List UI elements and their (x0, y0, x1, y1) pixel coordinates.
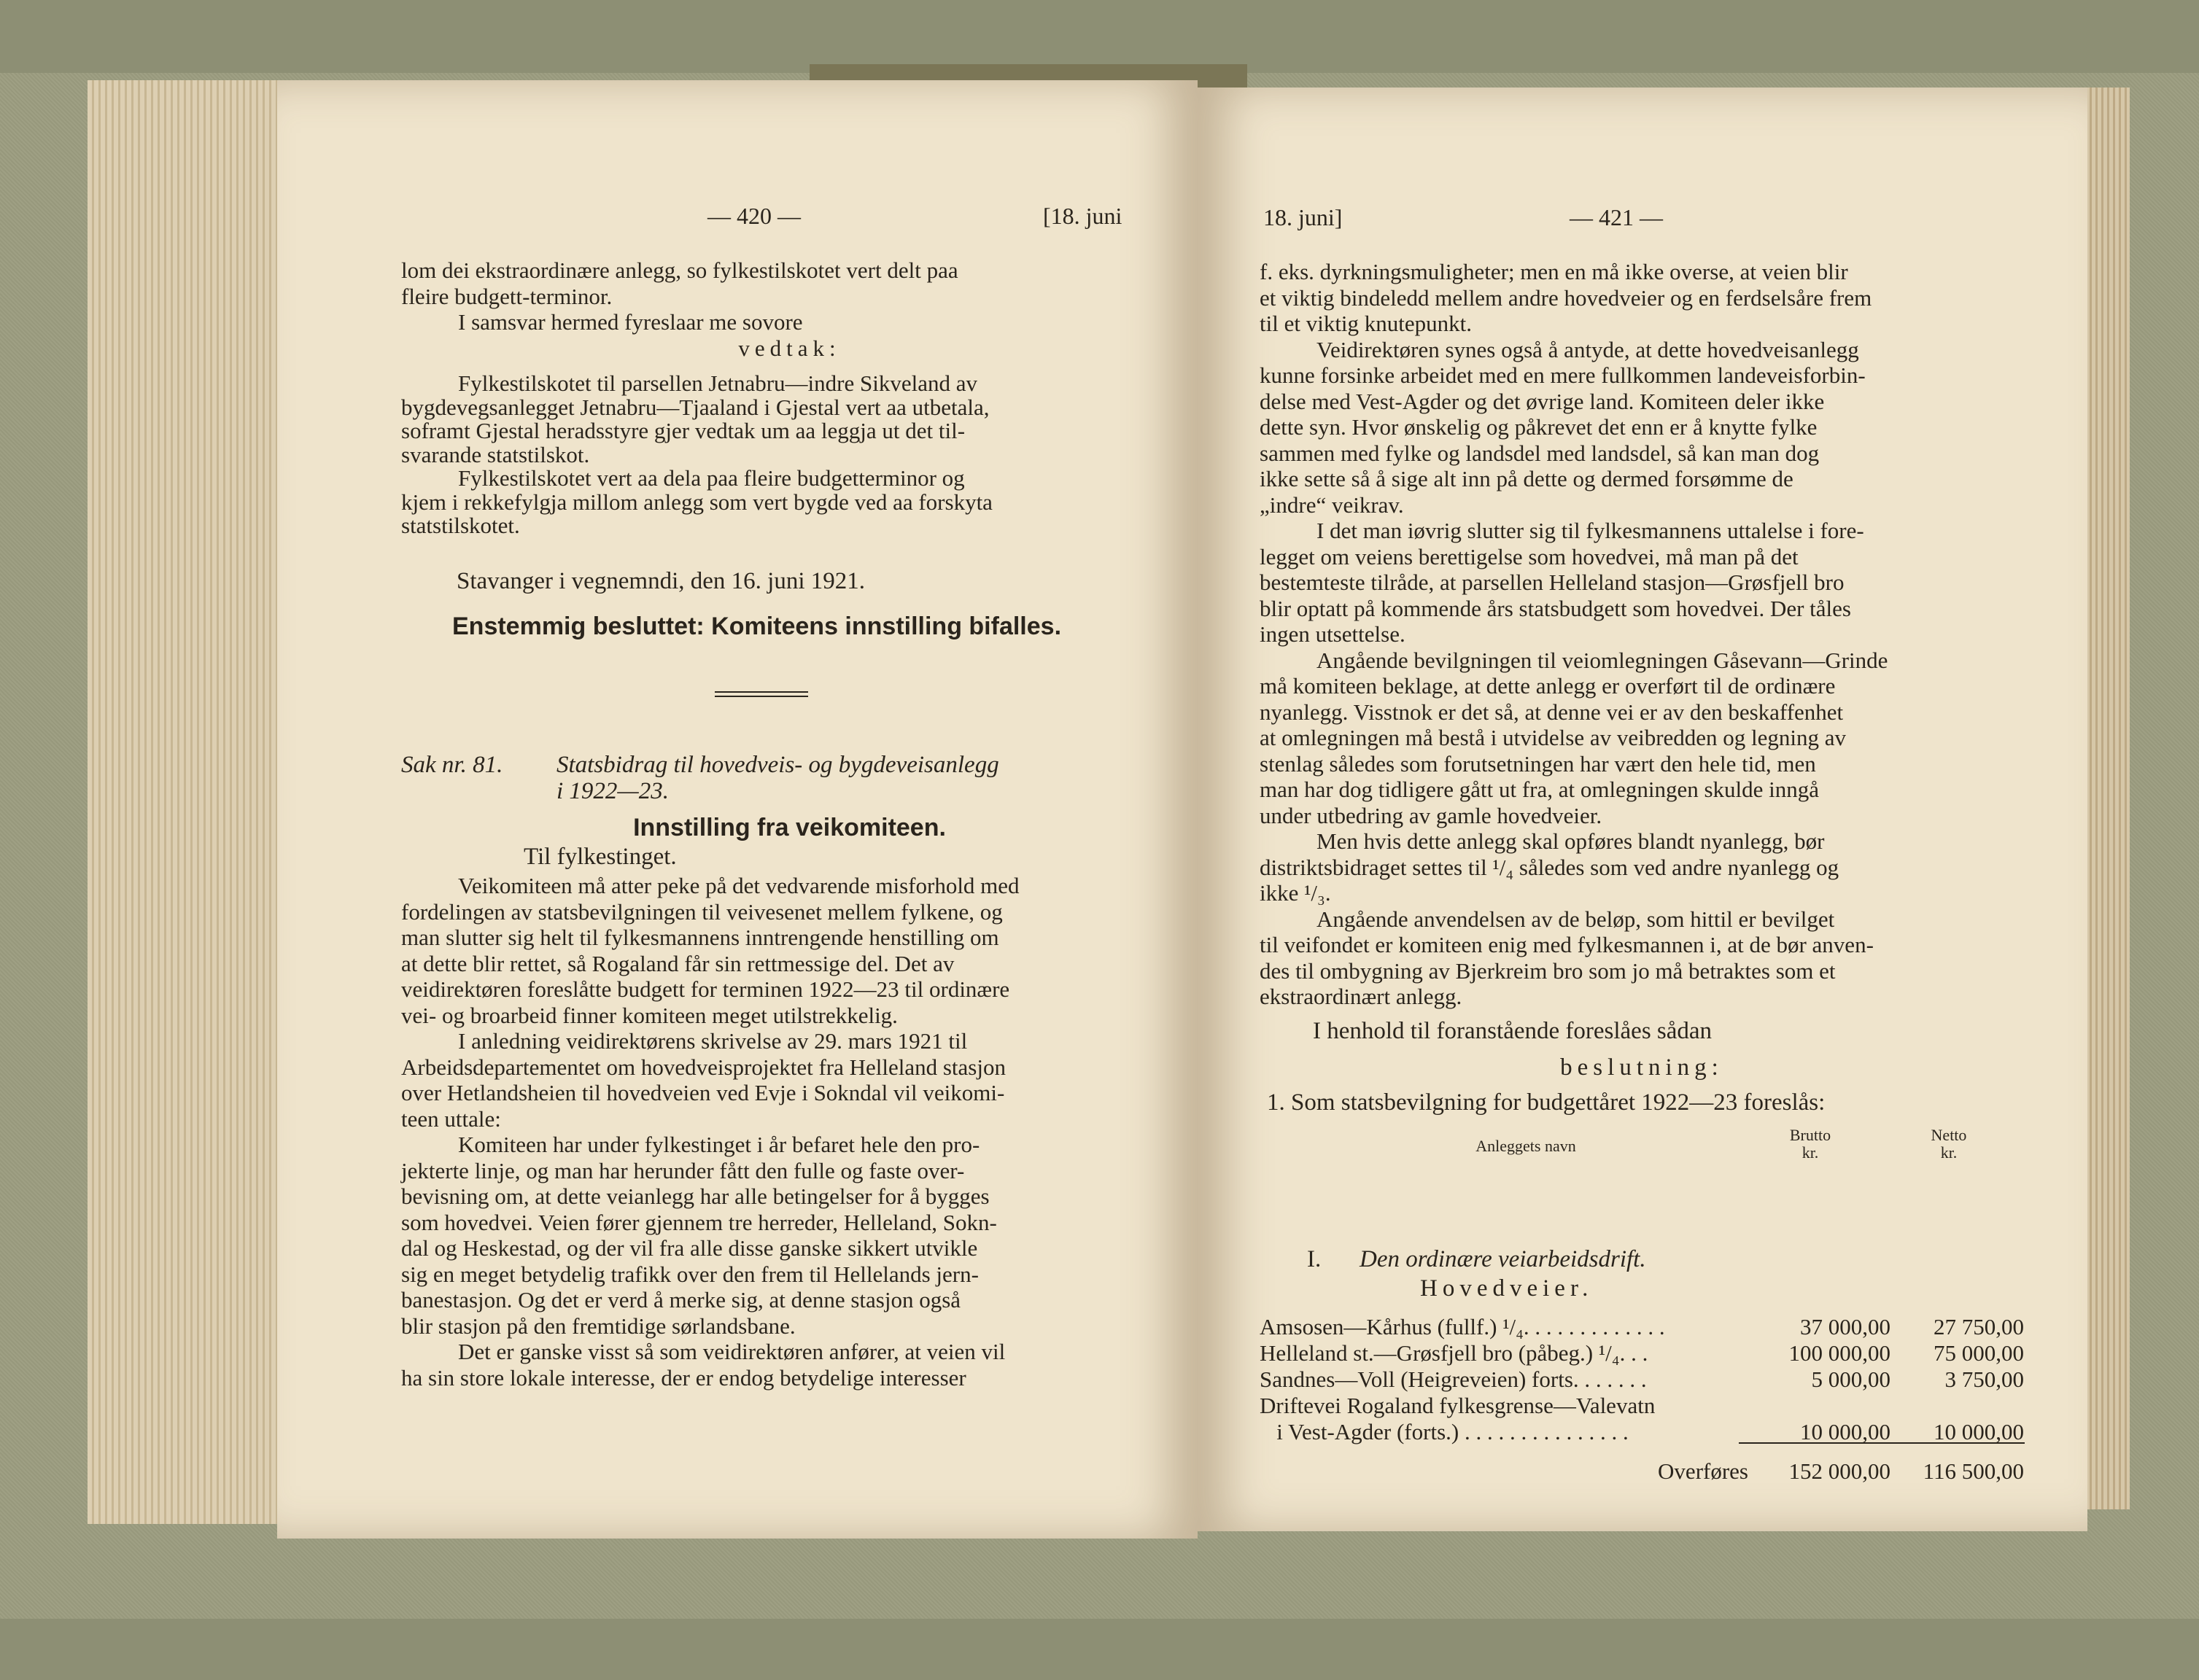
row-brutto (1756, 1393, 1890, 1419)
text-line: til et viktig knutepunkt. (1260, 311, 1473, 336)
innstilling-heading: Innstilling fra veikomiteen. (633, 814, 946, 841)
right-body-text (1260, 259, 2024, 1010)
row-brutto: 5 000,00 (1811, 1366, 1890, 1392)
col-header-line: Brutto (1789, 1126, 1831, 1144)
vedtak-text (401, 372, 1178, 538)
text-line: legget om veiens berettigelse som hovedvei, må man på det (1260, 543, 1799, 569)
addressee: Til fylkestinget. (524, 844, 677, 870)
text-line: blir stasjon på den fremtidige sørlandsbane. (401, 1312, 796, 1339)
text-line: Veikomiteen må atter peke på det vedvarende misforhold med (458, 873, 1020, 898)
text-line: kjem i rekkefylgja millom anlegg som vert bygde ved aa forskyta (401, 489, 993, 515)
text-line: lom dei ekstraordinære anlegg, so fylkestilskotet vert delt paa (401, 257, 958, 283)
total-rule (1739, 1442, 2025, 1444)
row-netto: 10 000,00 (1934, 1419, 2024, 1444)
row-name: Driftevei Rogaland fylkesgrense—Valevatn (1260, 1393, 1656, 1418)
text-line: svarande statstilskot. (401, 441, 590, 467)
vedtak-heading: vedtak: (738, 335, 841, 361)
beslutning-heading: beslutning: (1560, 1054, 1723, 1081)
text-line: I samsvar hermed fyreslaar me sovore (458, 309, 803, 335)
text-line: ikke ¹/₃. (1260, 880, 1331, 906)
case-label: Sak nr. 81. (401, 752, 503, 778)
text-line: veidirektøren foreslåtte budgett for terminen 1922—23 til ordinære (401, 976, 1010, 1002)
text-line: ingen utsettelse. (1260, 621, 1405, 647)
text-line: under utbedring av gamle hovedveier. (1260, 802, 1602, 828)
case-title (556, 752, 1184, 804)
text-line: bestemteste tilråde, at parsellen Helleland stasjon—Grøsfjell bro (1260, 569, 1845, 595)
page-edges-left (88, 80, 306, 1524)
subheading: Hovedveier. (1420, 1275, 1594, 1302)
table-row (1260, 1393, 2024, 1419)
text-line: f. eks. dyrkningsmuligheter; men en må ikke overse, at veien blir (1260, 259, 1848, 284)
row-name: Sandnes—Voll (Heigreveien) forts. . . . . . . (1260, 1366, 1647, 1392)
text-line: statstilskotet. (401, 513, 520, 538)
text-line: Veidirektøren synes også å antyde, at dette hovedveisanlegg (1316, 336, 1859, 362)
text-line: delse med Vest-Agder og det øvrige land. Komiteen deler ikke (1260, 388, 1825, 414)
page-date-header: [18. juni (1043, 203, 1122, 229)
row-netto: 27 750,00 (1934, 1314, 2024, 1339)
col-header-name: Anleggets navn (1475, 1137, 1576, 1155)
item-1: 1. Som statsbevilgning for budgettåret 1922—23 foreslås: (1267, 1089, 1826, 1116)
text-line: bevisning om, at dette veianlegg har alle betingelser for å bygges (401, 1183, 990, 1209)
text-line: des til ombygning av Bjerkreim bro som jo må betraktes som et (1260, 957, 1836, 984)
text-line: banestasjon. Og det er verd å merke sig, at denne stasjon også (401, 1287, 961, 1312)
text-line: soframt Gjestal heradsstyre gjer vedtak um aa leggja ut det til- (401, 418, 966, 443)
total-netto: 116 500,00 (1923, 1458, 2024, 1484)
text-line: Angående anvendelsen av de beløp, som hittil er bevilget (1316, 906, 1835, 932)
text-line: dal og Heskestad, og der vil fra alle disse ganske sikkert utvikle (401, 1235, 978, 1261)
text-line: stenlag således som forutsetningen har vært den hele tid, men (1260, 750, 1816, 777)
text-line: vei- og broarbeid finner komiteen meget utilstrekkelig. (401, 1002, 898, 1028)
text-line: Men hvis dette anlegg skal opføres blandt nyanlegg, bør (1316, 828, 1825, 854)
text-line: Det er ganske visst så som veidirektøren anfører, at veien vil (458, 1339, 1006, 1364)
text-line: at dette blir rettet, så Rogaland får sin rettmessige del. Det av (401, 950, 955, 976)
text-line: Fylkestilskotet til parsellen Jetnabru—indre Sikveland av (458, 370, 978, 396)
row-brutto: 100 000,00 (1788, 1340, 1890, 1366)
col-header-line: Netto (1931, 1126, 1967, 1144)
text-line: må komiteen beklage, at dette anlegg er overført til de ordinære (1260, 673, 1836, 699)
text-line: Arbeidsdepartementet om hovedveisprojektet fra Helleland stasjon (401, 1054, 1006, 1080)
text-line: teen uttale: (401, 1105, 501, 1132)
col-header-brutto (1759, 1127, 1861, 1162)
col-header-line: kr. (1940, 1143, 1958, 1162)
section-number: I. (1307, 1246, 1322, 1272)
left-text-top (401, 257, 1178, 361)
text-line: til veifondet er komiteen enig med fylkesmannen i, at de bør anven- (1260, 932, 1874, 957)
row-name: Helleland st.—Grøsfjell bro (påbeg.) ¹/₄. . . (1260, 1340, 1648, 1366)
total-label: Overføres (1658, 1458, 1748, 1484)
case-title-line: Statsbidrag til hovedveis- og bygdeveisanlegg (556, 752, 999, 778)
col-header-line: kr. (1802, 1143, 1819, 1162)
text-line: Angående bevilgningen til veiomlegningen Gåsevann—Grinde (1316, 647, 1888, 673)
text-line: fordelingen av statsbevilgningen til veivesenet mellem fylkene, og (401, 898, 1003, 925)
text-line: dette syn. Hvor ønskelig og påkrevet det enn er å knytte fylke (1260, 414, 1818, 440)
text-line: man har dog tidligere gått ut fra, at omlegningen skulde inngå (1260, 777, 1820, 802)
table-row (1260, 1419, 2024, 1445)
page-number: — 420 — (707, 203, 801, 229)
row-name: i Vest-Agder (forts.) . . . . . . . . . . . . . . . (1260, 1419, 1629, 1444)
page-number: — 421 — (1570, 204, 1663, 230)
text-line: ekstraordinært anlegg. (1260, 984, 1462, 1009)
left-body-text (401, 873, 1178, 1391)
text-line: man slutter sig helt til fylkesmannens inntrengende henstilling om (401, 925, 999, 950)
row-netto: 75 000,00 (1934, 1340, 2024, 1366)
row-brutto: 37 000,00 (1800, 1314, 1890, 1339)
page-edges-right (2086, 88, 2130, 1509)
text-line: at omlegningen må bestå i utvidelse av veibredden og legning av (1260, 725, 1847, 750)
budget-table (1260, 1314, 2024, 1445)
text-line: fleire budgett-terminor. (401, 283, 613, 309)
row-name: Amsosen—Kårhus (fullf.) ¹/₄. . . . . . . . . . . . . (1260, 1314, 1665, 1339)
table-row (1260, 1340, 2024, 1366)
resolution: Enstemmig besluttet: Komiteens innstilling bifalles. (452, 612, 1062, 640)
section-divider (715, 691, 808, 697)
case-title-line: i 1922—23. (556, 777, 670, 804)
row-brutto: 10 000,00 (1800, 1419, 1890, 1444)
section-title: Den ordinære veiarbeidsdrift. (1360, 1246, 1646, 1272)
table-row (1260, 1314, 2024, 1340)
text-line: Komiteen har under fylkestinget i år befaret hele den pro- (458, 1132, 980, 1157)
text-line: I anledning veidirektørens skrivelse av 29. mars 1921 til (458, 1028, 968, 1054)
col-header-netto (1898, 1127, 2000, 1162)
total-row (1260, 1458, 2024, 1485)
text-line: ha sin store lokale interesse, der er endog betydelige interesser (401, 1364, 966, 1391)
text-line: jekterte linje, og man har herunder fått den fulle og faste over- (401, 1157, 965, 1183)
row-netto: 3 750,00 (1944, 1366, 2024, 1392)
page-date-header: 18. juni] (1263, 204, 1343, 230)
total-table (1260, 1458, 2024, 1485)
text-line: Fylkestilskotet vert aa dela paa fleire budgetterminor og (458, 465, 965, 491)
place-date: Stavanger i vegnemndi, den 16. juni 1921. (457, 568, 865, 594)
text-line: distriktsbidraget settes til ¹/₄ således som ved andre nyanlegg og (1260, 854, 1839, 880)
text-line: ikke sette så å sige alt inn på dette og dermed forsømme de (1260, 466, 1793, 491)
text-line: bygdevegsanlegget Jetnabru—Tjaaland i Gjestal vert aa utbetala, (401, 394, 990, 420)
left-page (277, 80, 1198, 1539)
text-line: sammen med fylke og landsdel med landsdel, så kan man dog (1260, 440, 1820, 466)
text-line: over Hetlandsheien til hovedveien ved Evje i Sokndal vil veikomi- (401, 1080, 1005, 1105)
text-line: kunne forsinke arbeidet med en mere fullkommen landeveisforbin- (1260, 362, 1866, 388)
table-row (1260, 1366, 2024, 1393)
right-page (1198, 88, 2087, 1531)
text-line: „indre“ veikrav. (1260, 491, 1404, 518)
text-line: et viktig bindeledd mellem andre hovedveier og en ferdselsåre frem (1260, 284, 1872, 311)
text-line: nyanlegg. Visstnok er det så, at denne vei er av den beskaffenhet (1260, 699, 1844, 725)
text-line: I det man iøvrig slutter sig til fylkesmannens uttalelse i fore- (1316, 518, 1864, 543)
text-line: blir optatt på kommende års statsbudgett som hovedvei. Der tåles (1260, 595, 1851, 621)
total-brutto: 152 000,00 (1788, 1458, 1890, 1484)
row-netto (1890, 1393, 2024, 1419)
text-line: som hovedvei. Veien fører gjennem tre herreder, Helleland, Sokn- (401, 1209, 997, 1235)
proposal-line: I henhold til foranstående foreslåes sådan (1313, 1018, 1713, 1044)
text-line: sig en meget betydelig trafikk over den frem til Hellelands jern- (401, 1261, 979, 1287)
